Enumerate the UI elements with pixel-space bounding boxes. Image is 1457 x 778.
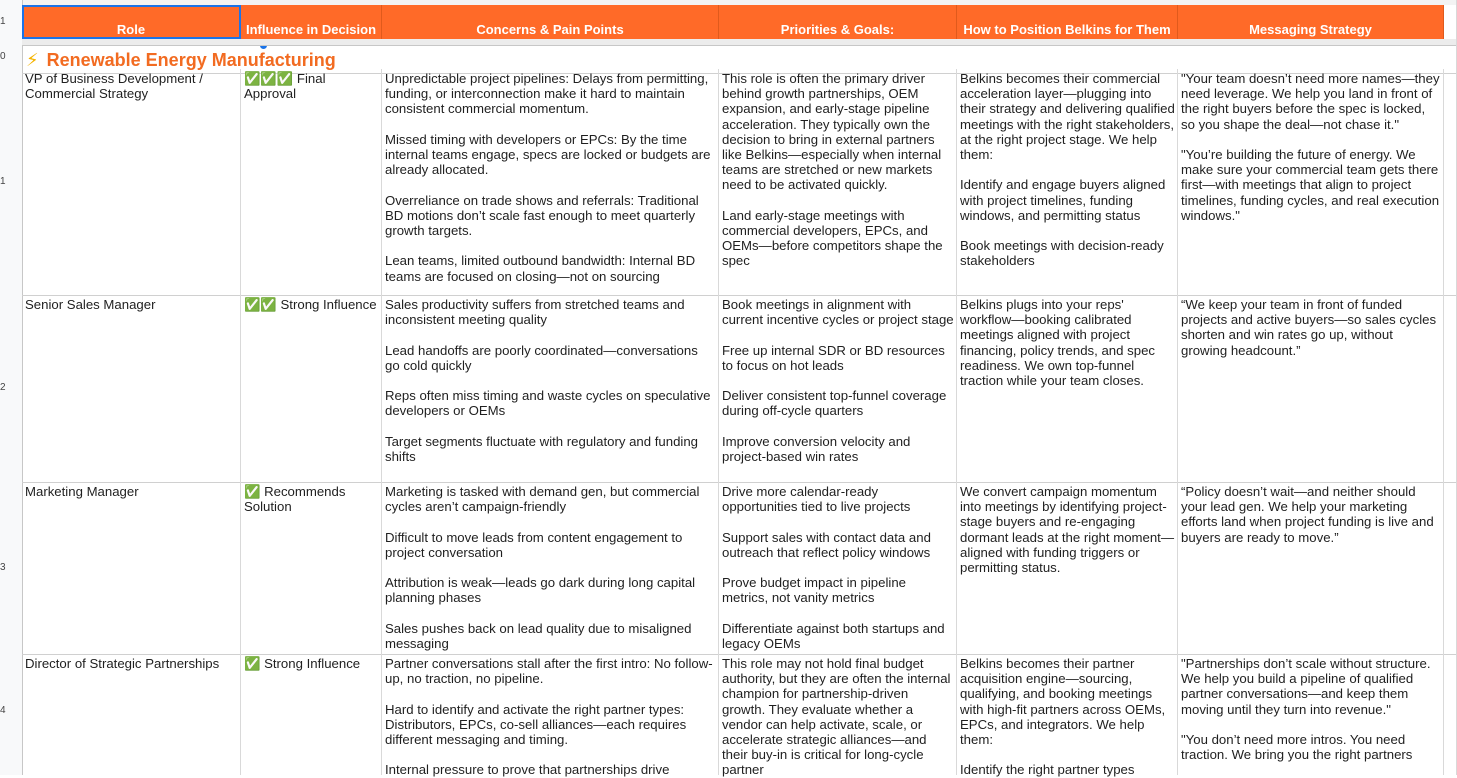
cell-priorities[interactable]: Book meetings in alignment with current incentive cycles or project stage Free up internal SDR or BD resources to focus on hot leads Deliver consistent top-funnel coverage during off-cycle quarters Improve conversion velocity and project-based win rates [719, 295, 957, 482]
cell-priorities[interactable]: Drive more calendar-ready opportunities tied to live projects Support sales with contact data and outreach that reflect policy windows Prove budget impact in pipeline metrics, not vanity metrics Differentiate against both startups and legacy OEMs [719, 482, 957, 654]
row-number[interactable]: 0 [0, 51, 6, 62]
cell-concerns[interactable]: Sales productivity suffers from stretched teams and inconsistent meeting quality Lead handoffs are poorly coordinated—conversations go cold quickly Reps often miss timing and waste cycles on speculative developers or OEMs Target segments fluctuate with regulatory and funding shifts [382, 295, 719, 482]
cell-role[interactable]: VP of Business Development / Commercial Strategy [22, 69, 241, 295]
cell-influence[interactable]: ✅✅✅ Final Approval [241, 69, 382, 295]
row-number[interactable]: 2 [0, 382, 6, 393]
cell-influence[interactable]: ✅ Recommends Solution [241, 482, 382, 654]
frozen-divider[interactable] [22, 39, 1456, 46]
cell-influence[interactable]: ✅✅ Strong Influence [241, 295, 382, 482]
cell-concerns[interactable]: Partner conversations stall after the first intro: No follow-up, no traction, no pipeline. Hard to identify and activate the right partner types: Distributors, EPCs, co-sell alliances—each requires different messaging and timing. Internal pressure to prove that partnerships drive [382, 654, 719, 775]
row-number[interactable]: 1 [0, 176, 6, 187]
cell-positioning[interactable]: Belkins becomes their partner acquisition engine—sourcing, qualifying, and booking meetings with high-fit partners across OEMs, EPCs, and integrators. We help them: Identify the right partner types [957, 654, 1178, 775]
header-positioning[interactable]: How to Position Belkins for Them [957, 5, 1178, 39]
cell-concerns[interactable]: Unpredictable project pipelines: Delays from permitting, funding, or interconnection make it hard to maintain consistent commercial momentum. Missed timing with developers or EPCs: By the time internal teams engage, specs are locked or budgets are already allocated. Overreliance on trade shows and referrals: Traditional BD motions don’t scale fast enough to meet quarterly growth targets. Lean teams, limited outbound bandwidth: Internal BD teams are focused on closing—not on sourcing [382, 69, 719, 295]
cell-positioning[interactable]: We convert campaign momentum into meetings by identifying project-stage buyers and re-engaging dormant leads at the right moment—aligned with funding triggers or permitting status. [957, 482, 1178, 654]
cell-messaging[interactable]: “We keep your team in front of funded projects and active buyers—so sales cycles shorten and win rates go up, without growing headcount.” [1178, 295, 1444, 482]
cell-positioning[interactable]: Belkins becomes their commercial acceleration layer—plugging into their strategy and delivering qualified meetings with the right stakeholders, at the right project stage. We help them: Identify and engage buyers aligned with project timelines, funding windows, and permitting status Book meetings with decision-ready stakeholders [957, 69, 1178, 295]
header-concerns[interactable]: Concerns & Pain Points [382, 5, 719, 39]
row-number-gutter [0, 0, 23, 775]
category-label: Renewable Energy Manufacturing [46, 50, 336, 70]
cell-messaging[interactable]: “Policy doesn’t wait—and neither should your lead gen. We help your marketing efforts land when project funding is live and buyers are ready to move.” [1178, 482, 1444, 654]
cell-messaging[interactable]: "Your team doesn’t need more names—they need leverage. We help you land in front of the right buyers before the spec is locked, so you shape the deal—not chase it." "You’re building the future of energy. We make sure your commercial team gets there first—with meetings that align to project timelines, funding cycles, and real execution windows." [1178, 69, 1444, 295]
cell-role[interactable]: Director of Strategic Partnerships [22, 654, 241, 775]
header-priorities[interactable]: Priorities & Goals: [719, 5, 957, 39]
table-row [22, 69, 1456, 296]
cell-influence[interactable]: ✅ Strong Influence [241, 654, 382, 775]
cell-priorities[interactable]: This role may not hold final budget authority, but they are often the internal champion for partnership-driven growth. They evaluate whether a vendor can help activate, scale, or accelerate strategic alliances—and their buy-in is critical for long-cycle partner [719, 654, 957, 775]
cell-messaging[interactable]: "Partnerships don’t scale without structure. We help you build a pipeline of qualified partner conversations—and keep them moving until they turn into revenue." "You don’t need more intros. You need traction. We bring you the right partners [1178, 654, 1444, 775]
cell-priorities[interactable]: This role is often the primary driver behind growth partnerships, OEM expansion, and early-stage pipeline acceleration. They typically own the decision to bring in external partners like Belkins—especially when internal teams are stretched or new markets need to be activated quickly. Land early-stage meetings with commercial developers, EPCs, and OEMs—before competitors shape the spec [719, 69, 957, 295]
header-influence[interactable]: Influence in Decision [241, 5, 382, 39]
row-number[interactable]: 1 [0, 16, 6, 27]
table-row [22, 482, 1456, 655]
lightning-icon: ⚡ [26, 50, 39, 70]
row-number[interactable]: 3 [0, 562, 6, 573]
header-role[interactable]: Role [22, 5, 241, 39]
table-row [22, 654, 1456, 778]
category-title [26, 50, 336, 71]
cell-role[interactable]: Senior Sales Manager [22, 295, 241, 482]
cell-positioning[interactable]: Belkins plugs into your reps' workflow—booking calibrated meetings aligned with project financing, policy trends, and spec readiness. We own top-funnel traction while your team closes. [957, 295, 1178, 482]
header-messaging[interactable]: Messaging Strategy [1178, 5, 1444, 39]
row-number[interactable]: 4 [0, 705, 6, 716]
cell-concerns[interactable]: Marketing is tasked with demand gen, but commercial cycles aren’t campaign-friendly Difficult to move leads from content engagement to project conversation Attribution is weak—leads go dark during long capital planning phases Sales pushes back on lead quality due to misaligned messaging [382, 482, 719, 654]
cell-role[interactable]: Marketing Manager [22, 482, 241, 654]
table-row [22, 295, 1456, 483]
